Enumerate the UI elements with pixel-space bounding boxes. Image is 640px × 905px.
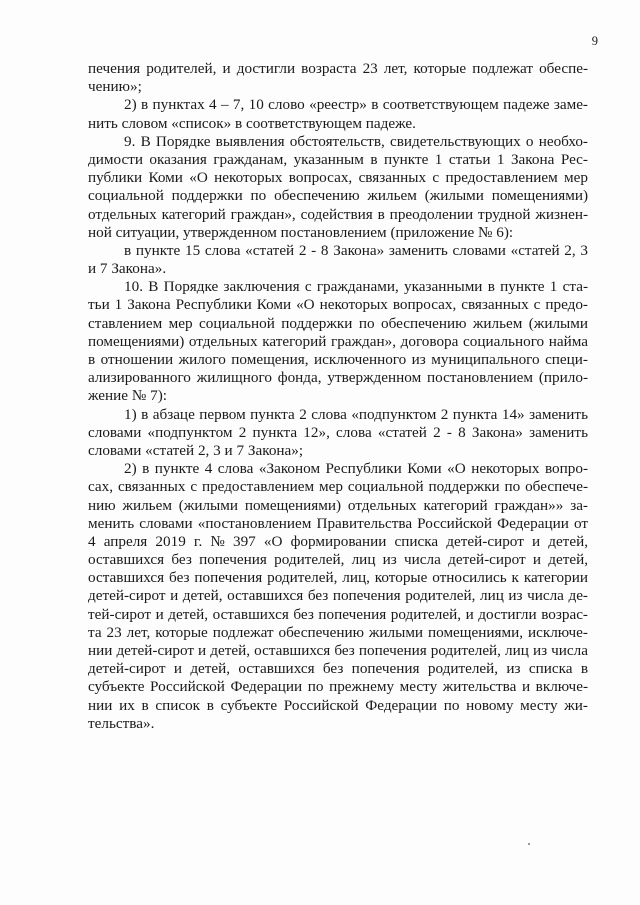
text-line — [88, 460, 588, 478]
text-line — [88, 260, 588, 278]
text-line — [88, 242, 588, 260]
text-line — [88, 387, 588, 405]
document-body — [88, 60, 588, 733]
text-line-content: нии детей-сирот и детей, оставшихся без попечения родителей, лиц из числа — [88, 642, 588, 659]
text-line-content: тельства». — [88, 714, 155, 732]
text-line-content: в пункте 15 слова «статей 2 - 8 Закона» заменить словами «статей 2, 3 — [124, 241, 588, 259]
page-number: 9 — [591, 34, 598, 48]
text-line — [88, 624, 588, 642]
text-line — [88, 406, 588, 424]
text-line — [88, 533, 588, 551]
text-line-content: оставшихся без попечения родителей, лиц из числа детей-сирот и детей, — [88, 551, 588, 569]
text-line — [88, 497, 588, 515]
text-line — [88, 315, 588, 333]
text-line-content: помещениями) отдельных категорий граждан», договора социального найма — [88, 332, 588, 350]
text-line-content: и 7 Закона». — [88, 260, 167, 278]
text-line-content: нию жильем (жилыми помещениями) отдельных категорий граждан»» за- — [88, 496, 588, 514]
text-line-content: 4 апреля 2019 г. № 397 «О формировании списка детей-сирот и детей, — [88, 532, 588, 550]
text-line — [88, 697, 588, 715]
text-line — [88, 587, 588, 605]
text-line-content: 10. В Порядке заключения с гражданами, указанными в пункте 1 ста- — [124, 278, 588, 296]
text-line — [88, 206, 588, 224]
scan-speck — [528, 843, 530, 845]
text-line — [88, 515, 588, 533]
text-line-content: социальной поддержки по обеспечению жильем (жилыми помещениями) — [88, 187, 588, 205]
text-line-content: нить словом «список» в соответствующем падеже. — [88, 114, 416, 132]
text-line — [88, 642, 588, 660]
text-line-content: жение № 7): — [88, 387, 167, 405]
text-line-content: чению»; — [88, 78, 142, 96]
text-line — [88, 133, 588, 151]
text-line — [88, 424, 588, 442]
text-line — [88, 96, 588, 114]
text-line-content: в отношении жилого помещения, исключенного из муниципального специ- — [88, 351, 588, 368]
text-line-content: субъекте Российской Федерации по прежнему месту жительства и включе- — [88, 678, 588, 696]
text-line — [88, 551, 588, 569]
text-line — [88, 678, 588, 696]
text-line — [88, 569, 588, 587]
text-line-content: 2) в пункте 4 слова «Законом Республики Коми «О некоторых вопро- — [124, 460, 588, 478]
text-line — [88, 60, 588, 78]
text-line-content: тей-сирот и детей, оставшихся без попечения родителей, и достигли возрас- — [88, 605, 588, 623]
text-line — [88, 660, 588, 678]
text-line-content: нии их в список в субъекте Российской Федерации по новому месту жи- — [88, 696, 588, 714]
text-line-content: тьи 1 Закона Республики Коми «О некоторых вопросах, связанных с предо- — [88, 296, 588, 314]
text-line-content: сах, связанных с предоставлением мер социальной поддержки по обеспече- — [88, 478, 588, 496]
text-line-content: 9. В Порядке выявления обстоятельств, свидетельствующих о необхо- — [124, 132, 588, 150]
text-line — [88, 296, 588, 314]
text-line-content: 1) в абзаце первом пункта 2 слова «подпунктом 2 пункта 14» заменить — [124, 405, 588, 423]
text-line — [88, 333, 588, 351]
text-line — [88, 187, 588, 205]
text-line-content: публики Коми «О некоторых вопросах, связанных с предоставлением мер — [88, 169, 588, 187]
text-line-content: словами «статей 2, 3 и 7 Закона»; — [88, 441, 304, 459]
text-line-content: отдельных категорий граждан», содействия в преодолении трудной жизнен- — [88, 205, 588, 223]
text-line — [88, 351, 588, 369]
text-line — [88, 115, 588, 133]
text-line — [88, 369, 588, 387]
text-line-content: менить словами «постановлением Правительства Российской Федерации от — [88, 514, 588, 532]
text-line-content: ной ситуации, утвержденном постановлением (приложение № 6): — [88, 223, 514, 241]
text-line-content: печения родителей, и достигли возраста 23 лет, которые подлежат обеспе- — [88, 60, 588, 77]
text-line — [88, 278, 588, 296]
text-line-content: димости оказания гражданам, указанным в пункте 1 статьи 1 Закона Рес- — [88, 150, 588, 168]
text-line — [88, 169, 588, 187]
text-line — [88, 442, 588, 460]
text-line — [88, 78, 588, 96]
text-line-content: 2) в пунктах 4 – 7, 10 слово «реестр» в соответствующем падеже заме- — [124, 96, 588, 114]
text-line-content: словами «подпунктом 2 пункта 12», слова «статей 2 - 8 Закона» заменить — [88, 423, 588, 441]
text-line — [88, 715, 588, 733]
text-line-content: детей-сирот и детей, оставшихся без попечения родителей, лиц из числа де- — [88, 587, 588, 605]
text-line — [88, 606, 588, 624]
text-line-content: детей-сирот и детей, оставшихся без попечения родителей, из списка в — [88, 660, 588, 678]
text-line-content: та 23 лет, которые подлежат обеспечению жилыми помещениями, исключе- — [88, 623, 588, 641]
text-line-content: оставшихся без попечения родителей, лиц, которые относились к категории — [88, 569, 588, 587]
text-line — [88, 224, 588, 242]
text-line — [88, 478, 588, 496]
text-line-content: ставлением мер социальной поддержки по обеспечению жильем (жилыми — [88, 314, 588, 332]
text-line-content: ализированного жилищного фонда, утвержденном постановлением (прило- — [88, 369, 588, 387]
text-line — [88, 151, 588, 169]
